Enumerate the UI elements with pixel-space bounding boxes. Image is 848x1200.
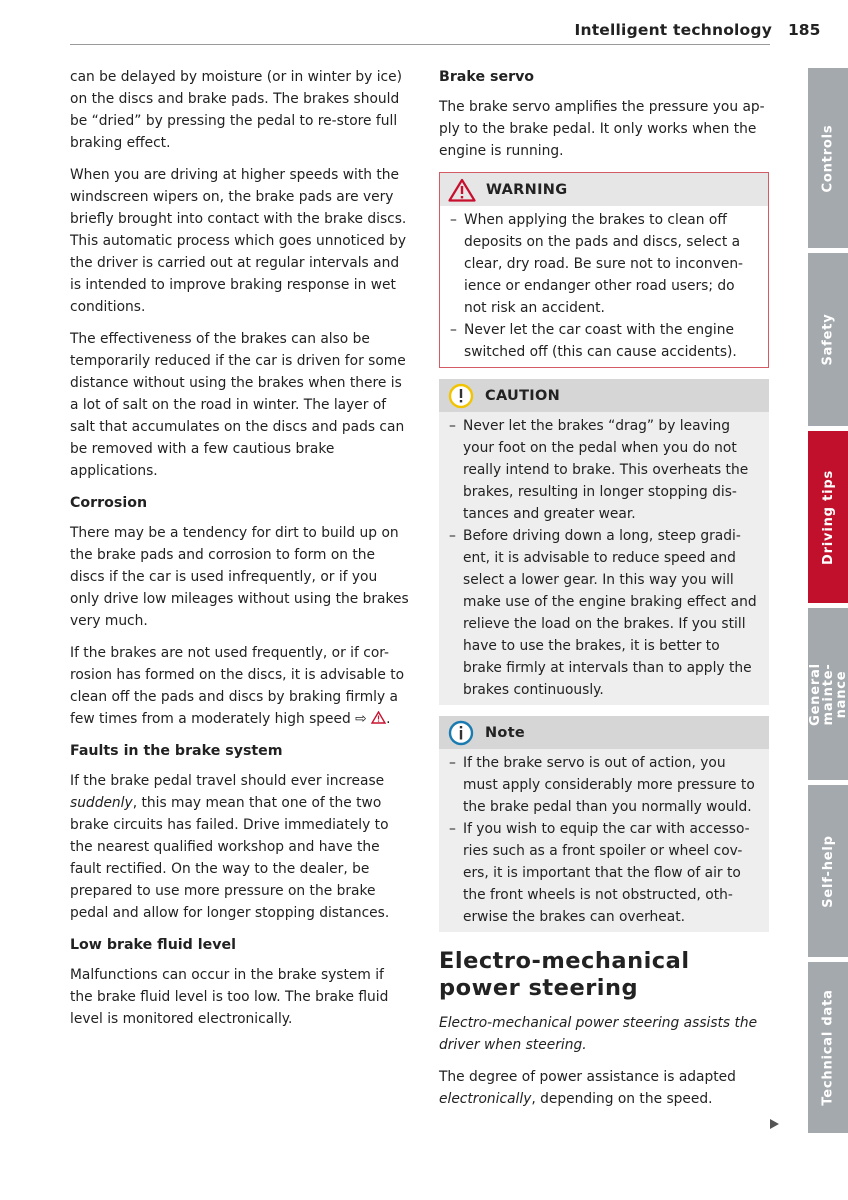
warning-box [439, 172, 769, 368]
note-item: – If you wish to equip the car with accesso-ries such as a front spoiler or wheel cov-ers, it is important that the flow of air to the front wheels is not obstructed, oth-erwise the brakes can overheat. [449, 818, 761, 928]
tab-controls[interactable] [808, 68, 848, 248]
tab-general-maintenance[interactable] [808, 608, 848, 780]
caution-title: CAUTION [485, 387, 561, 404]
tab-label: Safety [820, 313, 836, 366]
tab-self-help[interactable] [808, 785, 848, 957]
faults-text-rest: , this may mean that one of the two brake circuits has failed. Drive immediately to the nearest qualified workshop and have the fault rectified. On the way to the dealer, be prepared to use more pressure on the brake pedal and allow for longer stopping distances. [70, 795, 390, 921]
page-header [70, 20, 770, 45]
warning-reference-icon[interactable] [371, 711, 386, 727]
tab-label: Self-help [820, 834, 836, 908]
steering-text-end: , depending on the speed. [531, 1091, 713, 1107]
tab-technical-data[interactable] [808, 962, 848, 1133]
heading-brake-servo: Brake servo [439, 69, 535, 85]
warning-triangle-icon [448, 178, 476, 202]
tab-label: Driving tips [820, 469, 836, 565]
caution-box [439, 379, 769, 705]
chapter-tabs [808, 68, 848, 1138]
caution-box-body [439, 412, 769, 705]
caution-item: – Never let the brakes “drag” by leaving your foot on the pedal when you do not really intend to brake. This overheats the brakes, resulting in longer stopping dis-tances and greater wear. [449, 415, 761, 525]
continue-arrow-icon [770, 1119, 779, 1129]
note-title: Note [485, 724, 526, 741]
caution-box-header [439, 379, 769, 412]
note-box-header [439, 716, 769, 749]
warning-title: WARNING [486, 181, 568, 198]
tab-label: Technical data [820, 989, 836, 1106]
paragraph-steering-assistance [439, 1066, 769, 1110]
heading-low-fluid: Low brake fluid level [70, 937, 236, 953]
paragraph-brake-servo: The brake servo amplifies the pressure you ap-ply to the brake pedal. It only works when the engine is running. [439, 99, 765, 159]
paragraph-corrosion: There may be a tendency for dirt to build up on the brake pads and corrosion to form on the discs if the car is used infrequently, or if you only drive low mileages without using the brakes very much. [70, 525, 409, 629]
warning-box-header [440, 173, 768, 206]
paragraph-salt: The effectiveness of the brakes can also be temporarily reduced if the car is driven for some distance without using the brakes when there is a lot of salt on the road in winter. The layer of salt that accumulates on the discs and pads can be removed with a few cautious brake applications. [70, 331, 406, 479]
heading-power-steering: Electro-mechanical power steering [439, 948, 690, 1001]
cross-reference-arrow[interactable]: ⇨ [350, 711, 372, 727]
warning-box-body [440, 206, 768, 367]
page-number: 185 [788, 21, 821, 39]
tab-label: Controls [820, 124, 836, 192]
heading-faults: Faults in the brake system [70, 743, 283, 759]
paragraph-faults [70, 770, 410, 924]
heading-corrosion: Corrosion [70, 495, 148, 511]
right-column [439, 66, 769, 1120]
faults-text-emphasis: suddenly [70, 795, 133, 811]
paragraph-clean-discs [70, 642, 410, 730]
steering-text-start: The degree of power assistance is adapted [439, 1069, 736, 1085]
faults-text-start: If the brake pedal travel should ever increase [70, 773, 385, 789]
left-column [70, 66, 410, 1040]
caution-exclamation-icon [447, 384, 475, 408]
paragraph-moisture: can be delayed by moisture (or in winter by ice) on the discs and brake pads. The brakes should be “dried” by pressing the pedal to re-store full braking effect. [70, 69, 403, 151]
note-box-body [439, 749, 769, 932]
tab-safety[interactable] [808, 253, 848, 426]
caution-item: – Before driving down a long, steep gradi-ent, it is advisable to reduce speed and select a lower gear. In this way you will make use of the engine braking effect and relieve the load on the brakes. If you still have to use the brakes, it is better to brake firmly at intervals than to apply the brakes continuously. [449, 525, 761, 701]
steering-text-emphasis: electronically [439, 1091, 532, 1107]
header-section-title: Intelligent technology [574, 21, 772, 39]
info-icon [447, 721, 475, 745]
paragraph-low-fluid: Malfunctions can occur in the brake system if the brake fluid level is too low. The brake fluid level is monitored electronically. [70, 967, 389, 1027]
warning-item: – When applying the brakes to clean off deposits on the pads and discs, select a clear, dry road. Be sure not to inconven-ience or endanger other road users; do not risk an accident. [450, 209, 760, 319]
warning-item: – Never let the car coast with the engine switched off (this can cause accidents). [450, 319, 760, 363]
tab-driving-tips[interactable] [808, 431, 848, 603]
tab-label: General mainte- nance [807, 662, 848, 726]
paragraph-steering-intro: Electro-mechanical power steering assists the driver when steering. [439, 1015, 758, 1053]
paragraph-clean-discs-text: If the brakes are not used frequently, or if cor-rosion has formed on the discs, it is advisable to clean off the pads and discs by braking firmly a few times from a moderately high speed [70, 645, 405, 727]
note-box [439, 716, 769, 932]
paragraph-wipers: When you are driving at higher speeds with the windscreen wipers on, the brake pads are very briefly brought into contact with the brake discs. This automatic process which goes unnoticed by the driver is carried out at regular intervals and is intended to improve braking response in wet conditions. [70, 167, 407, 315]
note-item: – If the brake servo is out of action, you must apply considerably more pressure to the brake pedal than you normally would. [449, 752, 761, 818]
paragraph-clean-discs-end: . [386, 711, 391, 727]
